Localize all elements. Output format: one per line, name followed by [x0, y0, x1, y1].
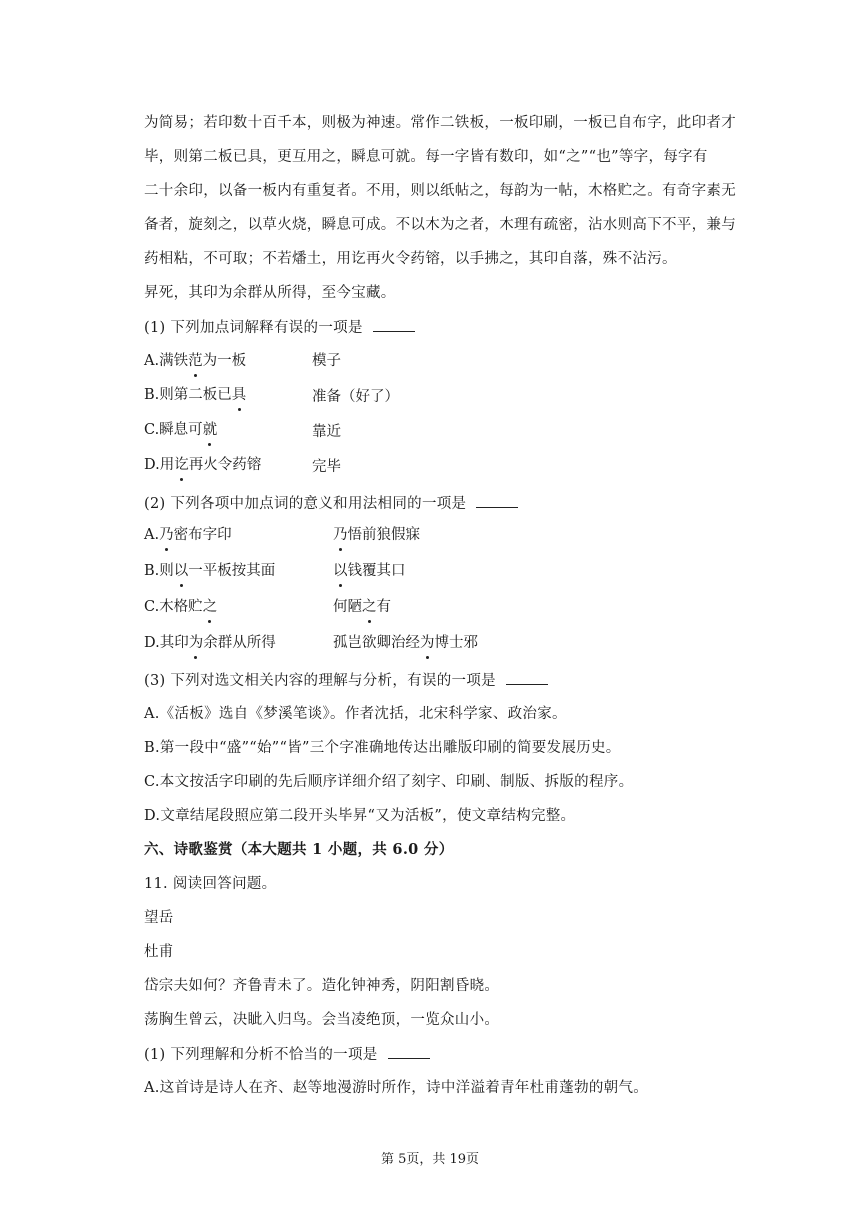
- answer-blank: [388, 1044, 430, 1059]
- option-d-gloss: 完毕: [312, 459, 341, 475]
- question-number: 11. 阅读回答问题。: [144, 876, 277, 892]
- passage-line: 药相粘，不可取；不若燔土，用讫再火令药镕，以手拂之，其印自落，殊不沾污。: [144, 251, 677, 267]
- question-stem: (1) 下列理解和分析不恰当的一项是: [144, 1044, 430, 1065]
- option-b: B.第一段中“盛”“始”“皆”三个字准确地传达出雕版印刷的简要发展历史。: [144, 740, 621, 756]
- option-d: D.用讫再火令药镕: [144, 457, 262, 473]
- passage-line: 备者，旋刻之，以草火烧，瞬息可成。不以木为之者，木理有疏密，沾水则高下不平，兼与: [144, 217, 736, 233]
- poem-line: 岱宗夫如何？齐鲁青未了。造化钟神秀，阴阳割昏晓。: [144, 978, 500, 994]
- passage-line: 昇死，其印为余群从所得，至今宝藏。: [144, 285, 396, 301]
- option-d: D.文章结尾段照应第二段开头毕昇“又为活板”，使文章结构完整。: [144, 808, 576, 824]
- poem-author: 杜甫: [144, 944, 174, 960]
- option-a: A.《活板》选自《梦溪笔谈》。作者沈括，北宋科学家、政治家。: [144, 706, 567, 722]
- option-a: A.这首诗是诗人在齐、赵等地漫游时所作，诗中洋溢着青年杜甫蓬勃的朝气。: [144, 1080, 649, 1096]
- question-stem: (1) 下列加点词解释有误的一项是: [144, 317, 415, 338]
- section-heading: 六、诗歌鉴赏（本大题共 1 小题，共 6.0 分）: [144, 841, 454, 858]
- option-b-compare: 以钱覆其口: [333, 563, 406, 579]
- option-d-compare: 孤岂欲卿治经为博士邪: [333, 635, 478, 651]
- option-c: C.瞬息可就: [144, 422, 218, 438]
- question-stem: (2) 下列各项中加点词的意义和用法相同的一项是: [144, 493, 518, 514]
- option-b: B.则第二板已具: [144, 387, 247, 403]
- passage-line: 毕，则第二板已具，更互用之，瞬息可就。每一字皆有数印，如“之”“也”等字，每字有: [144, 149, 708, 165]
- option-b-gloss: 准备（好了）: [312, 389, 399, 405]
- question-stem: (3) 下列对选文相关内容的理解与分析，有误的一项是: [144, 670, 548, 691]
- option-a-compare: 乃悟前狼假寐: [333, 527, 420, 543]
- option-d: D.其印为余群从所得: [144, 635, 276, 651]
- page-footer: 第 5页，共 19页: [380, 1152, 480, 1167]
- answer-blank: [506, 670, 548, 685]
- option-a: A.乃密布字印: [144, 527, 232, 543]
- passage-line: 二十余印，以备一板内有重复者。不用，则以纸帖之，每韵为一帖，木格贮之。有奇字素无: [144, 183, 736, 199]
- option-a: A.满铁范为一板: [144, 353, 247, 369]
- answer-blank: [373, 317, 415, 332]
- passage-line: 为简易；若印数十百千本，则极为神速。常作二铁板，一板印刷，一板已自布字，此印者才: [144, 115, 736, 131]
- option-c: C.本文按活字印刷的先后顺序详细介绍了刻字、印刷、制版、拆版的程序。: [144, 774, 634, 790]
- answer-blank: [476, 493, 518, 508]
- option-c-gloss: 靠近: [312, 424, 341, 440]
- option-c-compare: 何陋之有: [333, 599, 391, 615]
- option-c: C.木格贮之: [144, 599, 218, 615]
- poem-title: 望岳: [144, 910, 174, 926]
- poem-line: 荡胸生曾云，决眦入归鸟。会当凌绝顶，一览众山小。: [144, 1012, 500, 1028]
- option-b: B.则以一平板按其面: [144, 563, 276, 579]
- option-a-gloss: 模子: [312, 353, 341, 369]
